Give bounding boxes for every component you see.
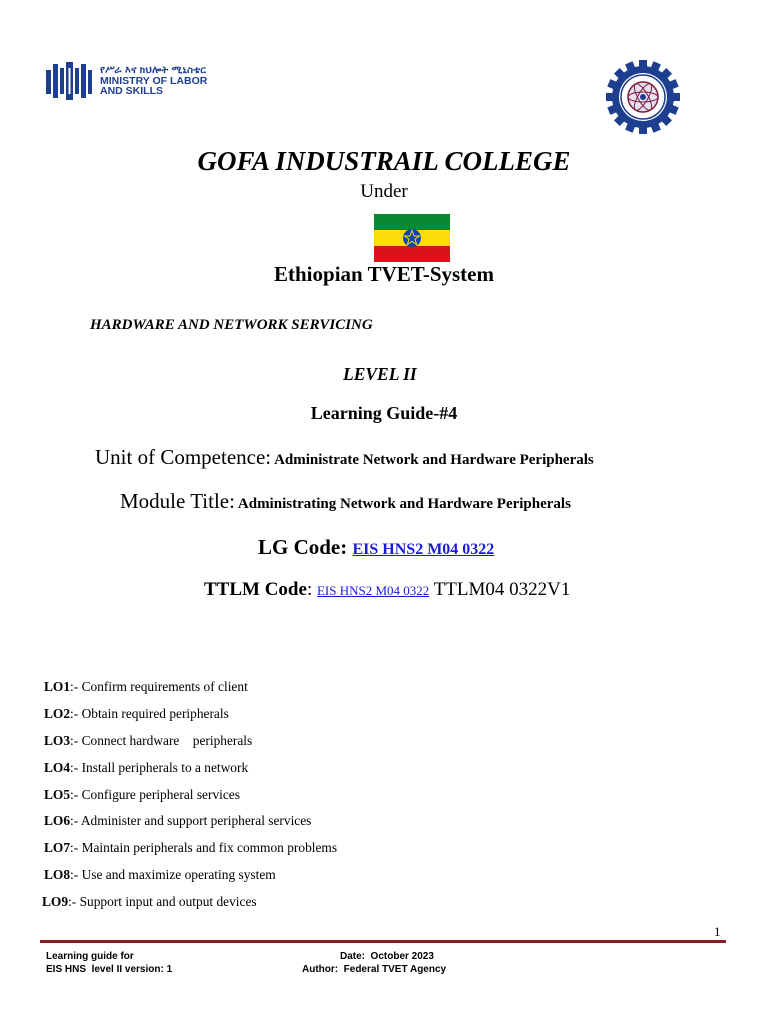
list-item: LO3:- Connect hardware peripherals [44,732,253,748]
ministry-name-amharic: የሥራ እና ክህሎት ሚኒስቴር [100,65,207,76]
program-name: HARDWARE AND NETWORK SERVICING [90,317,373,333]
list-item: LO2:- Obtain required peripherals [44,705,229,721]
lg-code-label: LG Code: [258,535,353,559]
gear-emblem-icon [606,60,680,134]
footer-version: EIS HNS level II version: 1 [46,964,173,975]
ministry-logo [46,60,236,104]
level-label: LEVEL II [343,364,417,384]
lg-code [258,535,494,560]
list-item: LO8:- Use and maximize operating system [44,867,276,883]
module-title-sep: : [229,489,235,513]
ttlm-code-suffix: TTLM04 0322V1 [429,579,571,600]
module-title-value: Administrating Network and Hardware Peripherals [234,496,571,512]
unit-of-competence [95,445,594,470]
list-item: LO7:- Maintain peripherals and fix common problems [44,840,338,856]
tvet-system-title: Ethiopian TVET-System [274,262,494,286]
ministry-logo-icon [46,62,92,100]
lg-code-link[interactable]: EIS HNS2 M04 0322 [352,541,495,558]
footer-date: Date: October 2023 [340,951,434,962]
unit-of-competence-label: Unit of Competence [95,445,266,469]
ttlm-code [204,579,570,601]
footer-guide-label: Learning guide for [46,951,134,962]
list-item: LO4:- Install peripherals to a network [44,759,249,775]
ministry-name-line2: AND SKILLS [100,85,163,97]
footer-left [46,950,172,976]
list-item: LO6:- Administer and support peripheral services [44,813,312,829]
module-title-label: Module Title [120,489,230,513]
under-text: Under [360,181,408,202]
ethiopian-flag-icon [374,214,450,262]
page-number: 1 [714,924,721,939]
list-item: LO5:- Configure peripheral services [44,786,240,802]
ministry-name [100,66,207,96]
footer-author: Author: Federal TVET Agency [302,964,447,975]
module-title [120,489,571,514]
ministry-name-line1: MINISTRY OF LABOR [100,75,208,87]
list-item: LO1:- Confirm requirements of client [44,679,248,694]
ttlm-code-label: TTLM Code [204,579,307,600]
learning-guide-number: Learning Guide-#4 [310,403,458,423]
ttlm-code-sep: : [306,579,317,600]
unit-of-competence-value: Administrate Network and Hardware Peripherals [271,452,594,468]
footer-divider [40,940,726,943]
ttlm-code-link[interactable]: EIS HNS2 M04 0322 [316,583,430,598]
list-item: LO9:- Support input and output devices [42,894,257,910]
footer-right [302,950,446,976]
learning-outcomes-list [44,678,694,920]
unit-of-competence-sep: : [265,445,272,469]
college-name: GOFA INDUSTRAIL COLLEGE [197,146,571,176]
